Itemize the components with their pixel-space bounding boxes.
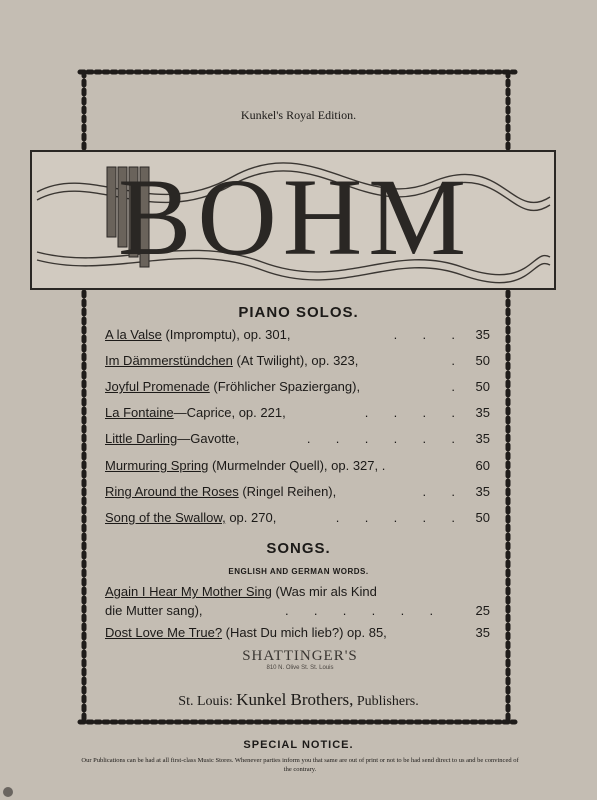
song-title: Again I Hear My Mother Sing	[105, 584, 272, 599]
leader-dots: . . . . . .	[285, 603, 434, 618]
composer-title: BOHM	[117, 156, 473, 278]
piece-title: Joyful Promenade	[105, 379, 210, 394]
list-item	[105, 377, 485, 397]
leader-dots: . . . . . .	[306, 431, 455, 446]
leader-dots: . .	[422, 484, 455, 499]
dealer-stamp	[230, 648, 370, 684]
piece-subtitle: op. 270,	[225, 510, 277, 525]
list-item	[105, 456, 485, 476]
piano-solos-heading: PIANO SOLOS.	[238, 304, 359, 321]
publisher-name: Kunkel Brothers,	[236, 690, 354, 709]
leader-dots: .	[451, 379, 455, 394]
price: 25	[475, 603, 490, 618]
song-title: Dost Love Me True?	[105, 625, 223, 640]
stamp-name: SHATTINGER'S	[242, 648, 358, 664]
leader-dots: . . . .	[364, 405, 455, 420]
song-subtitle: (Hast Du mich lieb?) op. 85,	[222, 625, 387, 640]
publisher-role: Publishers.	[356, 694, 419, 709]
piece-title: La Fontaine	[105, 405, 174, 420]
piece-subtitle: (Impromptu), op. 301,	[161, 327, 291, 342]
list-item	[105, 601, 485, 621]
piece-title: A la Valse	[105, 327, 162, 342]
list-item	[105, 429, 485, 449]
piece-subtitle: (Murmelnder Quell), op. 327, .	[208, 458, 386, 473]
piece-subtitle: (Ringel Reihen),	[238, 484, 337, 499]
notice-heading: SPECIAL NOTICE.	[243, 739, 354, 751]
piece-subtitle: —Caprice, op. 221,	[173, 405, 286, 420]
notice-text: Our Publications can be had at all first-class Music Stores. Whenever parties inform you that same are out of print or not to be had send direct to us and be convinced of the contrary.	[81, 757, 519, 773]
piece-title: Ring Around the Roses	[105, 484, 239, 499]
price: 50	[475, 379, 490, 394]
songs-heading: SONGS.	[266, 540, 331, 557]
price: 35	[475, 625, 490, 640]
price: 35	[475, 327, 490, 342]
price: 35	[475, 431, 490, 446]
piece-title: Im Dämmerstündchen	[105, 353, 233, 368]
leader-dots: . . .	[393, 327, 455, 342]
leader-dots: .	[451, 353, 455, 368]
songs-subheading: ENGLISH AND GERMAN WORDS.	[228, 567, 369, 576]
list-item	[105, 351, 485, 371]
publisher-city: St. Louis:	[178, 694, 233, 709]
leader-dots: . . . . .	[335, 510, 455, 525]
song-subtitle-line2: die Mutter sang),	[105, 603, 203, 618]
piece-title: Murmuring Spring	[105, 458, 209, 473]
list-item	[105, 508, 485, 528]
price: 60	[475, 458, 490, 473]
list-item	[105, 325, 485, 345]
price: 50	[475, 353, 490, 368]
list-item	[105, 403, 485, 423]
list-item	[105, 623, 485, 643]
song-subtitle: (Was mir als Kind	[271, 584, 377, 599]
price: 35	[475, 405, 490, 420]
list-item	[105, 582, 485, 602]
piece-subtitle: (Fröhlicher Spaziergang),	[209, 379, 361, 394]
piece-title: Song of the Swallow,	[105, 510, 226, 525]
list-item	[105, 482, 485, 502]
piece-subtitle: (At Twilight), op. 323,	[232, 353, 359, 368]
stamp-address: 810 N. Olive St. St. Louis	[266, 665, 334, 671]
piece-subtitle: —Gavotte,	[177, 431, 240, 446]
price: 35	[475, 484, 490, 499]
title-banner	[30, 150, 556, 290]
piece-title: Little Darling	[105, 431, 178, 446]
price: 50	[475, 510, 490, 525]
publisher-line	[0, 690, 597, 710]
edition-label: Kunkel's Royal Edition.	[240, 108, 357, 122]
